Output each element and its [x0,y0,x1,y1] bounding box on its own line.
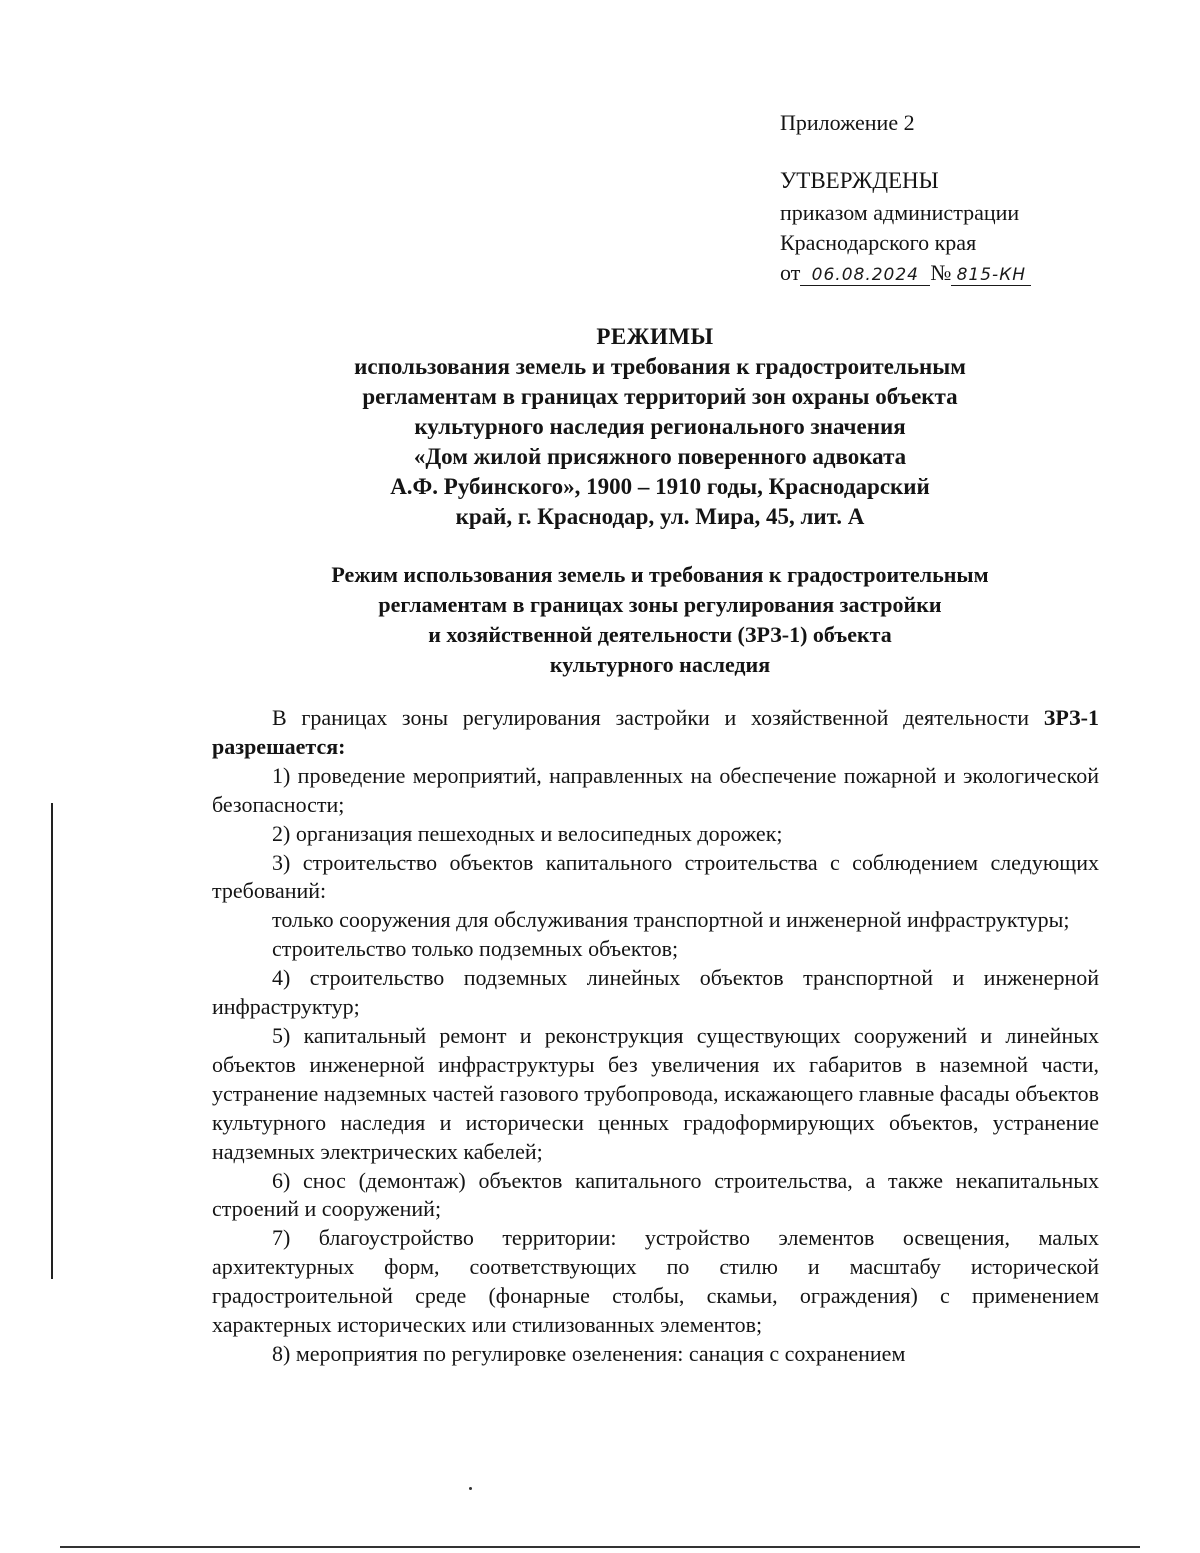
appendix-label: Приложение 2 [780,110,915,135]
list-item: 2) организация пешеходных и велосипедных дорожек; [272,820,783,846]
approved-by-line-1: приказом администрации [780,200,1020,225]
section-title-line: культурного наследия [549,652,771,677]
title-line: культурного наследия регионального значения [414,414,906,439]
approved-heading: УТВЕРЖДЕНЫ [780,168,939,193]
intro-bold-text: ЗРЗ-1 разрешается: [212,705,1099,759]
title-line: край, г. Краснодар, ул. Мира, 45, лит. А [455,504,865,529]
document-title [200,322,1120,532]
title-line: А.Ф. Рубинского», 1900 – 1910 годы, Краснодарский [390,474,930,499]
section-title-line: регламентам в границах зоны регулирования застройки [378,592,942,617]
list-item: 1) проведение мероприятий, направленных на обеспечение пожарной и экологической безопасности; [212,762,1099,817]
date-prefix: от [780,260,801,285]
intro-text: В границах зоны регулирования застройки и хозяйственной деятельности [272,705,1044,730]
scan-dot [469,1487,472,1490]
section-title-line: Режим использования земель и требования к градостроительным [331,562,989,587]
title-line: «Дом жилой присяжного поверенного адвоката [413,444,907,469]
margin-bar [51,803,53,1279]
list-item: 5) капитальный ремонт и реконструкция существующих сооружений и линейных объектов инженерной инфраструктуры без увеличения их габаритов в наземной части, устранение надземных частей газового трубопровода, искажающего главные фасады объектов культурного наследия и исторически ценных градоформирующих объектов, устранение надземных электрических кабелей; [212,1022,1099,1164]
approval-block [780,108,1031,288]
title-heading: РЕЖИМЫ [596,324,714,349]
handwritten-order-number: 815-КН [951,265,1031,286]
list-item: 7) благоустройство территории: устройство элементов освещения, малых архитектурных форм, соответствующих по стилю и масштабу исторической градостроительной среде (фонарные столбы, скамьи, ограждения) с применением характерных исторических или стилизованных элементов; [212,1225,1099,1338]
handwritten-date: 06.08.2024 [800,265,930,286]
title-line: использования земель и требования к градостроительным [354,354,966,379]
approved-by-line-2: Краснодарского края [780,230,977,255]
intro-paragraph [212,704,1099,762]
title-line: регламентам в границах территорий зон охраны объекта [362,384,958,409]
section-title [200,560,1120,680]
list-item: только сооружения для обслуживания транспортной и инженерной инфраструктуры; [272,907,1070,933]
number-prefix: № [930,260,952,285]
list-item: 4) строительство подземных линейных объектов транспортной и инженерной инфраструктур; [212,965,1099,1020]
list-item: 3) строительство объектов капитального строительства с соблюдением следующих требований: [212,849,1099,904]
bottom-rule [60,1546,1140,1548]
list-item: 8) мероприятия по регулировке озеленения: санация с сохранением [272,1340,906,1366]
list-item: 6) снос (демонтаж) объектов капитального строительства, а также некапитальных строений и сооружений; [212,1167,1099,1222]
section-title-line: и хозяйственной деятельности (ЗРЗ-1) объекта [428,622,892,647]
document-body [212,704,1099,1369]
list-item: строительство только подземных объектов; [272,936,679,962]
order-date-line [780,258,1031,288]
